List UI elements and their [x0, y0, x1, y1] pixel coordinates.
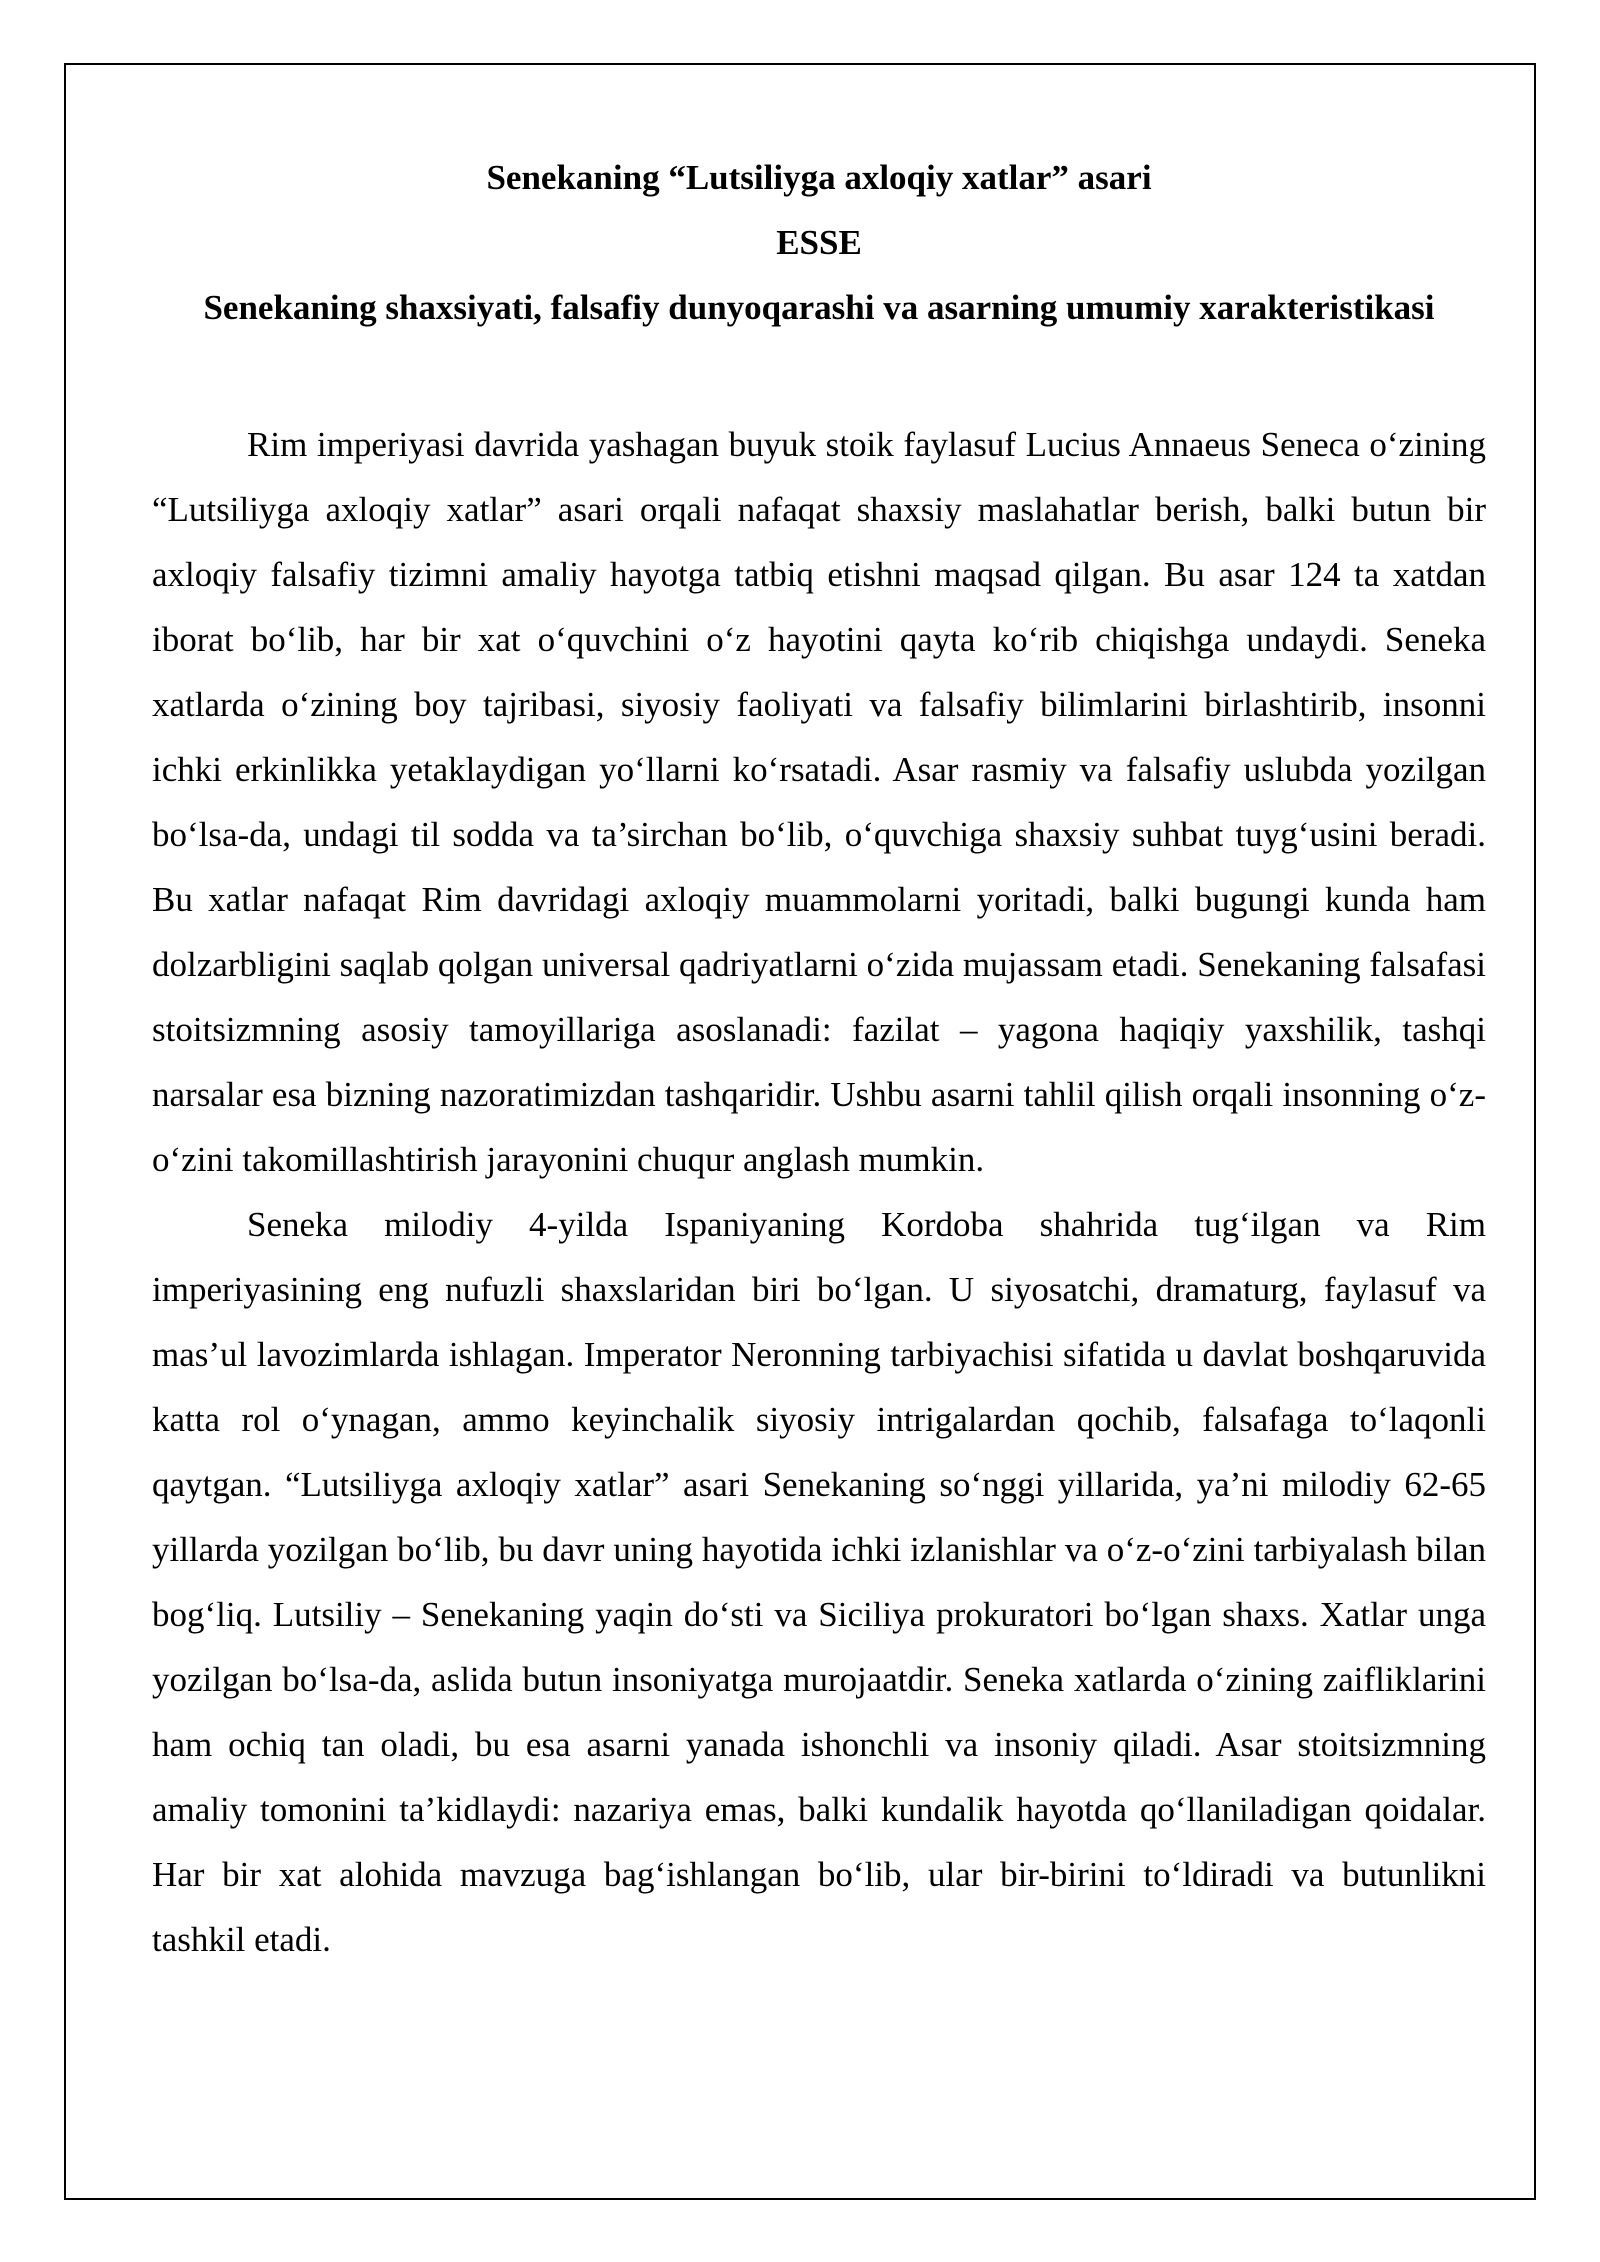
paragraph-2: Seneka milodiy 4-yilda Ispaniyaning Kordoba shahrida tug‘ilgan va Rim imperiyasining eng nufuzli shaxslaridan biri bo‘lgan. U siyosatchi, dramaturg, faylasuf va mas’ul lavozimlarda ishlagan. Imperator Neronning tarbiyachisi sifatida u davlat boshqaruvida katta rol o‘ynagan, ammo keyinchalik siyosiy intrigalardan qochib, falsafaga to‘laqonli qaytgan. “Lutsiliyga axloqiy xatlar” asari Senekaning so‘nggi yillarida, ya’ni milodiy 62-65 yillarda yozilgan bo‘lib, bu davr uning hayotida ichki izlanishlar va o‘z-o‘zini tarbiyalash bilan bog‘liq. Lutsiliy – Senekaning yaqin do‘sti va Siciliya prokuratori bo‘lgan shaxs. Xatlar unga yozilgan bo‘lsa-da, aslida butun insoniyatga murojaatdir. Seneka xatlarda o‘zining zaifliklarini ham ochiq tan oladi, bu esa asarni yanada ishonchli va insoniy qiladi. Asar stoitsizmning amaliy tomonini ta’kidlaydi: nazariya emas, balki kundalik hayotda qo‘llaniladigan qoidalar. Har bir xat alohida mavzuga bag‘ishlangan bo‘lib, ular bir-birini to‘ldiradi va butunlikni tashkil etadi.	[152, 1205, 1486, 1959]
document-body	[152, 145, 1486, 1972]
document-title: Senekaning “Lutsiliyga axloqiy xatlar” asari	[486, 158, 1152, 197]
document-genre: ESSE	[776, 223, 862, 262]
paragraph-1: Rim imperiyasi davrida yashagan buyuk stoik faylasuf Lucius Annaeus Seneca o‘zining “Lutsiliyga axloqiy xatlar” asari orqali nafaqat shaxsiy maslahatlar berish, balki butun bir axloqiy falsafiy tizimni amaliy hayotga tatbiq etishni maqsad qilgan. Bu asar 124 ta xatdan iborat bo‘lib, har bir xat o‘quvchini o‘z hayotini qayta ko‘rib chiqishga undaydi. Seneka xatlarda o‘zining boy tajribasi, siyosiy faoliyati va falsafiy bilimlarini birlashtirib, insonni ichki erkinlikka yetaklaydigan yo‘llarni ko‘rsatadi. Asar rasmiy va falsafiy uslubda yozilgan bo‘lsa-da, undagi til sodda va ta’sirchan bo‘lib, o‘quvchiga shaxsiy suhbat tuyg‘usini beradi. Bu xatlar nafaqat Rim davridagi axloqiy muammolarni yoritadi, balki bugungi kunda ham dolzarbligini saqlab qolgan universal qadriyatlarni o‘zida mujassam etadi. Senekaning falsafasi stoitsizmning asosiy tamoyillariga asoslanadi: fazilat – yagona haqiqiy yaxshilik, tashqi narsalar esa bizning nazoratimizdan tashqaridir. Ushbu asarni tahlil qilish orqali insonning o‘z-o‘zini takomillashtirish jarayonini chuqur anglash mumkin.	[152, 425, 1486, 1179]
document-subtitle: Senekaning shaxsiyati, falsafiy dunyoqarashi va asarning umumiy xarakteristikasi	[203, 288, 1435, 327]
heading-spacer	[152, 340, 1486, 412]
